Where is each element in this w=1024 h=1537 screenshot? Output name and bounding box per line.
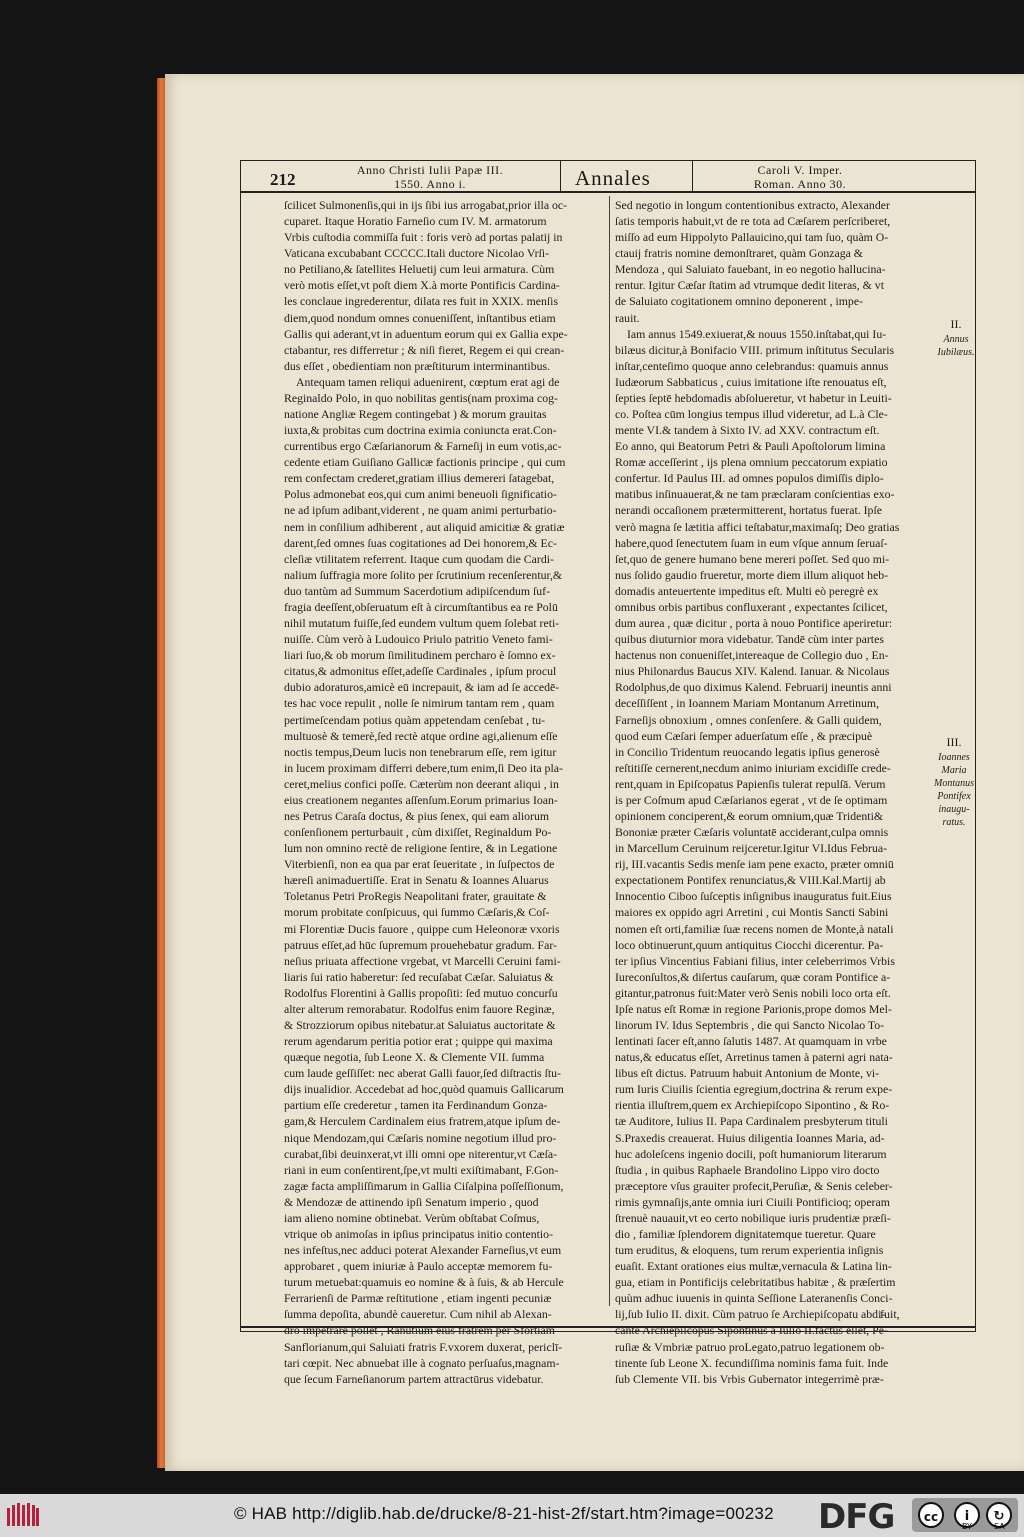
text-line: inſtar,centeſimo quoque anno celebrandus: quamuis annus (615, 358, 889, 373)
text-column-left (284, 197, 606, 1387)
cc-sa-label: SA (994, 1522, 1005, 1531)
text-line: dus eſſet , obedientiam non præſtiturum interminantibus. (284, 358, 551, 373)
text-line: ſumma depoſita, abundè caueretur. Cum nihil ab Alexan- (284, 1307, 552, 1322)
text-line: cante Archiepiſcopus Sipontinus à Iulio II.factus eſſet, Pe- (615, 1323, 888, 1338)
text-line: reſtitiſſe cernerent,necdum animo iniuriam excidiſſe crede- (615, 760, 891, 775)
text-line: nus ſolido gaudio frueretur, morte diem illum aliquot heb- (615, 567, 889, 582)
text-line: Toletanus Petri ProRegis Neapolitani frater, grauitate & (284, 889, 547, 904)
text-line: nuiſſe. Cùm verò à Ludouico Priulo patritio Veneto fami- (284, 632, 553, 647)
text-line: loco obtinuerunt,quum antiquitus Ciocchi dicerentur. Pa- (615, 937, 884, 952)
text-line: domadis anteuertente impeditus eſt. Multi eò peregrè ex (615, 583, 879, 598)
text-line: natione Angliæ Regem contingebat ) & morum grauitas (284, 407, 547, 422)
text-line: Iureconſultos,& diſertus cauſarum, quæ coram Pontifice a- (615, 969, 891, 984)
header-title: Annales (575, 166, 651, 190)
text-line: ſtudia , in quibus Raphaele Brandolino Lippo viro docto (615, 1162, 880, 1177)
text-line: rimis gymnaſijs,ante omnia iuri Ciuili Pontificioq; operam (615, 1194, 890, 1209)
text-line: dro impetrare poſſet , Ranutium eius fratrem per Sfortiam (284, 1323, 555, 1338)
text-line: & Mendozæ de attinendo ipſi Senatum imperio , quod (284, 1194, 539, 1209)
text-line: duo tantùm ad Summum Sacerdotium adipiſcendum ſuf- (284, 583, 551, 598)
header-right (710, 163, 890, 191)
text-line: lij,ſub Iulio II. dixit. Cùm patruo ſe Archiepiſcopatu abdi- (615, 1307, 886, 1322)
text-line: alter alterum remorabatur. Rodolfus enim fauore Reginæ, (284, 1001, 555, 1016)
text-line: dubio adoraturos,amicè eū increpauit, & iam ad ſe accedē- (284, 680, 560, 695)
text-line: cuparet. Itaque Horatio Farneſio cum IV. M. armatorum (284, 214, 547, 229)
text-line: ſcilicet Sulmonenſis,qui in ijs ſibi ius arrogabat,prior illa oc- (284, 198, 568, 212)
dfg-logo: DFG (818, 1497, 895, 1537)
text-line: nem in conſilium adhiberent , aut aliquid amicitiæ & gratiæ (284, 519, 565, 534)
text-line: vtrique ob animoſas in ipſius principatus initio contentio- (284, 1227, 553, 1241)
text-line: nalium ſuffragia more ſolito per ſcrutinium recenſerentur,& (284, 567, 563, 582)
text-line: Antequam tamen reliqui aduenirent, cœptum erat agi de (296, 374, 560, 389)
text-line: patruus eſſet,ad hūc ſupremum prouehebatur gradum. Far- (284, 937, 557, 952)
text-line: Iam annus 1549.exiuerat,& nouus 1550.inſtabat,qui Iu- (627, 326, 887, 341)
text-line: in Concilio Tridentum reuocando legatis ipſius generosè (615, 744, 880, 759)
text-line: tæ Auditore, Iulius II. Papa Cardinalem presbyterum tituli (615, 1114, 888, 1129)
text-line: S.Praxedis creauerat. Huius diligentia Ioannes Maria, ad- (615, 1130, 885, 1145)
text-line: zagæ facta ampliſſimarum in Gallia Ciſalpina poſſeſſionum, (284, 1178, 564, 1193)
text-line: libus eſt dictus. Patruum habuit Antonium de Monte, vi- (615, 1066, 880, 1081)
text-line: Innocentio Ciboo ſuſceptis inſignibus inauguratus fuit.Eius (615, 889, 892, 904)
text-line: liari ſuo,& ob morum ſimilitudinem percharo è ſomno ex- (284, 648, 556, 663)
text-line: opinionem conciperent,& eorum omnium,quæ Tridenti& (615, 808, 884, 823)
text-line: Farneſijs obnoxium , omnes conſenſere. & Galli quidem, (615, 712, 882, 727)
text-line: Romæ acceſſerint , ijs plena omnium peccatorum expiatio (615, 455, 888, 470)
text-line: miſſo ad eum Hippolyto Pallauicino,qui tam ſuo, quàm O- (615, 230, 889, 245)
text-line: dijs inualidior. Accedebat ad hoc,quòd quamuis Gallicarum (284, 1082, 564, 1097)
text-line: rem confectam crederet,gratiam illius demereri ſatagebat, (284, 471, 555, 486)
text-line: Sed negotio in longum contentionibus extracto, Alexander (615, 198, 890, 212)
running-header (240, 160, 976, 193)
text-line: quùm adhuc iuuenis in quinta Seſſione Lateranenſis Conci- (615, 1291, 893, 1306)
text-line: hæreſi animaduertiſſe. Erat in Senatu & Ioannes Aluarus (284, 873, 549, 888)
text-line: verò magna ſe lætitia affici teſtabatur,maximaſq; Deo gratias (615, 519, 900, 534)
text-line: expectationem Pontifex renunciatus,& VIII.Kal.Martij ab (615, 873, 886, 888)
frame-rule-left (240, 160, 241, 1332)
text-line: Vrbis cuſtodia commiſſa fuit : foris verò ad portas palatij in (284, 230, 563, 245)
text-line: cum laude geſſiſſet: nec aberat Galli fauor,ſed diſtractis ſtu- (284, 1066, 561, 1081)
margin-note-number: III. (946, 735, 962, 749)
text-line: pertimeſcendam potius quàm appetendam cenſebat , tu- (284, 712, 546, 727)
text-line: gitantur,patronus fuit:Mater verò Senis nobili loco orta eſt. (615, 985, 891, 1000)
text-line: rentur. Igitur Cæſar ſtatim ad vtrumque dedit literas, & vt (615, 278, 884, 293)
copyright-link[interactable]: © HAB http://diglib.hab.de/drucke/8-21-hist-2f/start.htm?image=00232 (234, 1504, 774, 1523)
text-line: confertur. Id Paulus III. ad omnes populos dimiſſis diplo- (615, 471, 884, 486)
text-line: maiores ex oppido agri Arretini , cui Montis Sancti Sabini (615, 905, 889, 920)
text-line: noctis tempus,Deum lucis non tenebrarum eſſe, rem igitur (284, 744, 557, 759)
header-right-bottom: Roman. Anno 30. (753, 177, 847, 191)
text-line: mi Florentiæ Ducis fauore , quippe cum Heleonoræ vxoris (284, 921, 560, 936)
text-line: nihil mutatum fuiſſe,ſed eundem vultum quem ſolebat reti- (284, 616, 560, 631)
text-line: approbaret , quem iniuriæ à Paulo acceptæ memorem fu- (284, 1259, 553, 1274)
text-line: Rodolfus Florentini à Gallis propoſiti: ſed mutuo concurſu (284, 985, 558, 1000)
margin-note-text: Ioannes Maria Montanus Pontifex inaugu-ratus. (934, 752, 974, 828)
text-line: in lucem proximam differri debere,tum enim,ſi Deo ita pla- (284, 760, 563, 775)
text-line: de Saluiato cogitationem omnino deponerent , impe- (615, 294, 863, 309)
viewer-footer (0, 1494, 1024, 1537)
text-line: gua, etiam in Pontificijs celebritatibus habitæ , & præſertim (615, 1275, 896, 1290)
text-line: Mendoza , qui Saluiato fauebant, in eo negotio hallucina- (615, 262, 886, 277)
text-line: gam,& Herculem Cardinalem eius fratrem,atque ipſum de- (284, 1114, 561, 1129)
text-line: ruſiæ & Vmbriæ patruo proLegato,patruo legationem ob- (615, 1339, 885, 1354)
text-line: tum eruditus, & eloquens, tum rerum experientia inſignis (615, 1243, 884, 1258)
text-line: currentibus ergo Cæſarianorum & Farneſij in eum votis,ac- (284, 439, 562, 454)
text-line: cleſiæ vtilitatem referrent. Itaque cum quodam die Cardi- (284, 551, 554, 566)
text-line: citatus,& admonitus eſſet,adeſſe Cardinales , ipſum procul (284, 664, 557, 679)
text-line: dum aurea , quæ dicitur , porta à nouo Pontifice aperiretur: (615, 616, 893, 631)
text-line: quod eum Cæſari ſemper aduerſatum eſſe , & præcipuè (615, 728, 873, 743)
text-line: bilæus dicitur,à Bonifacio VIII. primum inſtitutus Secularis (615, 342, 895, 357)
cc-license-badge[interactable] (912, 1498, 1018, 1532)
header-left-top: Anno Christi Iulii Papæ III. (356, 163, 504, 177)
text-line: Ipſe natus eſt Romæ in regione Parionis,prope domos Mel- (615, 1001, 892, 1016)
text-line: quæque negotia, ſub Leone X. & Clemente VII. ſumma (284, 1050, 545, 1065)
text-line: eius creationem negantes aſſenſum.Eorum primarius Ioan- (284, 792, 558, 807)
text-line: darent,ſed omnes ſuas cogitationes ad Dei honorem,& Ec- (284, 535, 557, 550)
text-line: dio , familiæ ſplendorem dignitatemque tueretur. Quare (615, 1227, 876, 1241)
text-line: nique Mendozam,qui Cæſaris nomine negotium illud pro- (284, 1130, 557, 1145)
catchword: fuit, (880, 1307, 900, 1321)
text-line: nius Philonardus Baucus XIV. Kalend. Ianuar. & Nicolaus (615, 664, 890, 679)
text-line: rent,quam in Epiſcopatus Papienſis tulerat repulſā. Verum (615, 776, 886, 791)
text-line: lum non omnino rectè de religione ſentire, & in Legatione (284, 841, 558, 856)
header-right-top: Caroli V. Imper. (757, 163, 843, 177)
text-line: ceret,melius confici poſſe. Cæterùm non deerant aliqui , in (284, 776, 559, 791)
text-line: & Strozziorum opibus nitebatur.at Saluiatus auctoritate & (284, 1017, 556, 1032)
cc-icon: cc (918, 1502, 944, 1528)
text-line: is per Coſmum apud Cæſarianos egerat , vt de ſe optimam (615, 792, 888, 807)
text-line: hactenus non conueniſſet,intereaque de Collegio duo , En- (615, 648, 889, 663)
text-line: multuosè & temerè,ſed rectè atque ordine agi,alienum eſſe (284, 728, 558, 743)
text-line: que ſecum Farneſianorum partem attractūrus videbatur. (284, 1371, 544, 1386)
text-line: Bononiæ præter Cæſaris voluntatē acciderant,culpa omnis (615, 825, 889, 840)
text-line: diem,quod nondum omnes conueniſſent, inſtantibus etiam (284, 310, 556, 325)
text-line: ctabantur, res differretur ; & niſi fieret, Regem ei qui crean- (284, 342, 565, 357)
text-line: quibus diuturnior mora videbatur. Tandē cùm inter partes (615, 632, 884, 647)
cc-by-label: BY (962, 1522, 972, 1531)
text-line: ne ad ipſum adibant,viderent , ne quam animi perturbatio- (284, 503, 557, 518)
header-left (340, 163, 520, 191)
margin-note-text: Annus Iubilæus. (937, 334, 975, 358)
text-line: habere,quod ſenectutem ſuam in eum vſque annum ſeruaſ- (615, 535, 888, 550)
text-column-right (615, 197, 937, 1387)
text-line: nomen eſt orti,familiæ ſuæ recens nomen de Monte,à natali (615, 921, 894, 936)
text-line: co. Poſtea cūm longius tempus illud videretur, ad L.à Cle- (615, 407, 888, 422)
text-line: in Marcellum Ceruinum reijceretur.Igitur VI.Idus Februa- (615, 841, 888, 856)
text-line: deceſſiſſent , in Ioannem Mariam Montanum Arretinum, (615, 696, 880, 711)
text-line: ctauij fratris nomine demonſtraret, quàm Gonzaga & (615, 246, 863, 261)
text-line: curabat,ſibi deuinxerat,vt illi omni ope niterentur,vt Cæſa- (284, 1146, 558, 1161)
text-line: Reginaldo Polo, in quo nobilitas gentis(nam proxima cog- (284, 390, 558, 405)
text-line: linorum IV. Idus Septembris , die qui Sancto Nicolao To- (615, 1017, 885, 1032)
text-line: ſub Clemente VII. bis Vrbis Gubernator integerrimè præ- (615, 1371, 884, 1386)
column-divider (609, 196, 610, 1306)
text-line: conſenſionem perturbauit , cùm dixiſſet, Reginaldum Po- (284, 825, 552, 840)
text-line: præceptore vſus grauiter profecit,Peruſiæ, & Senis celeber- (615, 1178, 893, 1193)
text-line: ſatis temporis habuit,vt de re tota ad Cæſarem perſcriberet, (615, 214, 891, 229)
text-line: ſepties ſeptē hebdomadis abſolueretur, vt habetur in Leuiti- (615, 390, 892, 405)
text-line: natus,& educatus eſſet, Arretinus tamen à paterni agri nata- (615, 1050, 893, 1065)
text-line: rij, III.vacantis Sedis menſe iam pene exacto, præter omniū (615, 857, 894, 872)
text-line: Viterbienſi, non ea qua par erat ſeueritate , in ſuſpectos de (284, 857, 555, 872)
hab-logo-icon (6, 1502, 40, 1528)
text-line: rientia illuſtrem,quem ex Archiepiſcopo Sipontino , & Ro- (615, 1098, 890, 1113)
text-line: liaris ſui ratio haberetur: ſed recuſabat Cæſar. Saluiatus & (284, 969, 554, 984)
text-line: nerandi occaſionem prætermitterent, hortatus fuerat. Ipſe (615, 503, 882, 518)
text-line: iam alieno nomine obtinebat. Verùm obſtabat Coſmus, (284, 1210, 540, 1225)
text-line: Rodolphus,de quo diximus Kalend. Februarij ineuntis anni (615, 680, 892, 695)
text-line: morum probitate conſpicuus, qui ſummo Cæſaris,& Coſ- (284, 905, 550, 920)
margin-note-pontifex (930, 736, 978, 829)
text-line: verò motis eſſet,vt poſt diem X.à morte Pontificis Cardina- (284, 278, 560, 293)
text-line: tinente ſub Leone X. fecundiſſima nominis fama fuit. Inde (615, 1355, 889, 1370)
text-line: Sanflorianum,qui Saluiati fratris F.vxorem duxerat, periclī- (284, 1339, 563, 1354)
text-line: turum metuebat:quamuis eo nomine & à ſuis, & ab Hercule (284, 1275, 564, 1290)
text-line: no Petiliano,& ſatellites Heluetij cum leui armatura. Cùm (284, 262, 555, 277)
text-line: rerum agendarum peritia potior erat ; quippe qui maxima (284, 1034, 553, 1049)
text-line: tes hac voce repulit , nolle ſe nimirum tantam rem , quam (284, 696, 555, 711)
text-line: ter ipſius Vincentius Fabiani filius, inter celeberrimos Vrbis (615, 953, 895, 968)
text-line: neſius priuata affectione vrgebat, vt Marcelli Ceruini fami- (284, 953, 561, 968)
text-line: matibus inſinuauerat,& ne tam præclaram conſcientias exo- (615, 487, 895, 502)
text-line: euaſit. Extant orationes eius multæ,vernacula & Latina lin- (615, 1259, 892, 1274)
text-line: riani in eum conſentirent,ſpe,vt multi exiſtimabant, F.Gon- (284, 1162, 559, 1177)
text-line: mente VI.& tandem à Sixto IV. ad XXV. contractum eſt. (615, 423, 880, 438)
attribution-icon: i (954, 1502, 980, 1528)
text-line: nes infeſtus,nec adduci poterat Alexander Farneſius,vt eum (284, 1243, 562, 1258)
text-line: cedente etiam Guiſiano Gallicæ factionis principe , qui cum (284, 455, 566, 470)
text-line: Ferrarienſi de Parmæ reſtitutione , etiam ingenti pecuniæ (284, 1291, 552, 1306)
text-line: lentinati ſacer eſt,anno ſalutis 1487. At quamquam in vrbe (615, 1034, 887, 1049)
text-line: iuxta,& probitas cum doctrina eximia coniuncta erat.Con- (284, 423, 557, 438)
text-line: Iudæorum Sabbaticus , cuius imitatione iſte renouatus eſt, (615, 374, 887, 389)
share-alike-icon: ↻ (986, 1502, 1012, 1528)
page-number: 212 (270, 170, 296, 189)
text-line: huc adoleſcens ingenio docili, poſt humaniorum literarum (615, 1146, 887, 1161)
text-line: Eo anno, qui Beatorum Petri & Pauli Apoſtolorum limina (615, 439, 886, 454)
text-line: nes Petrus Caraſa doctus, & pius ſenex, qui eam aliorum (284, 808, 550, 823)
text-line: Polus admonebat eos,qui cum animi beneuoli ſignificatio- (284, 487, 557, 502)
header-divider (692, 161, 693, 191)
text-line: fragia deeſſent,obſeruatum eſt à circumſtantibus ea re Polū (284, 599, 558, 614)
text-line: rauit. (615, 310, 640, 325)
text-line: ſet,quo de genere humano bene mereri poſſet. Sed quo mi- (615, 551, 890, 566)
text-line: omnibus orbis partibus confluxerant , expectantes ſcilicet, (615, 599, 888, 614)
text-line: Gallis qui aderant,vt in aduentum eorum qui ex Gallia expe- (284, 326, 568, 341)
text-line: ſtrenuè nauauit,vt eo certo nobilique iuris prudentiæ præſi- (615, 1210, 891, 1225)
text-line: tari cœpit. Nec abnuebat ille à cognato perſuaſus,magnam- (284, 1355, 560, 1370)
header-left-bottom: 1550. Anno i. (394, 177, 466, 191)
text-line: partium eſſe crederetur , tamen ita Ferdinandum Gonza- (284, 1098, 548, 1113)
text-line: rum Iuris Ciuilis ſcientia egregium,doctrina & rerum expe- (615, 1082, 893, 1097)
header-divider (560, 161, 561, 191)
margin-note-jubilee (932, 318, 980, 359)
text-line: Vaticana excubabant CCCCC.Itali ductore Nicolao Vrſi- (284, 246, 550, 261)
margin-note-number: II. (950, 317, 962, 331)
text-line: les conclaue ingrederentur, dilata res fuit in XXIX. menſis (284, 294, 559, 309)
